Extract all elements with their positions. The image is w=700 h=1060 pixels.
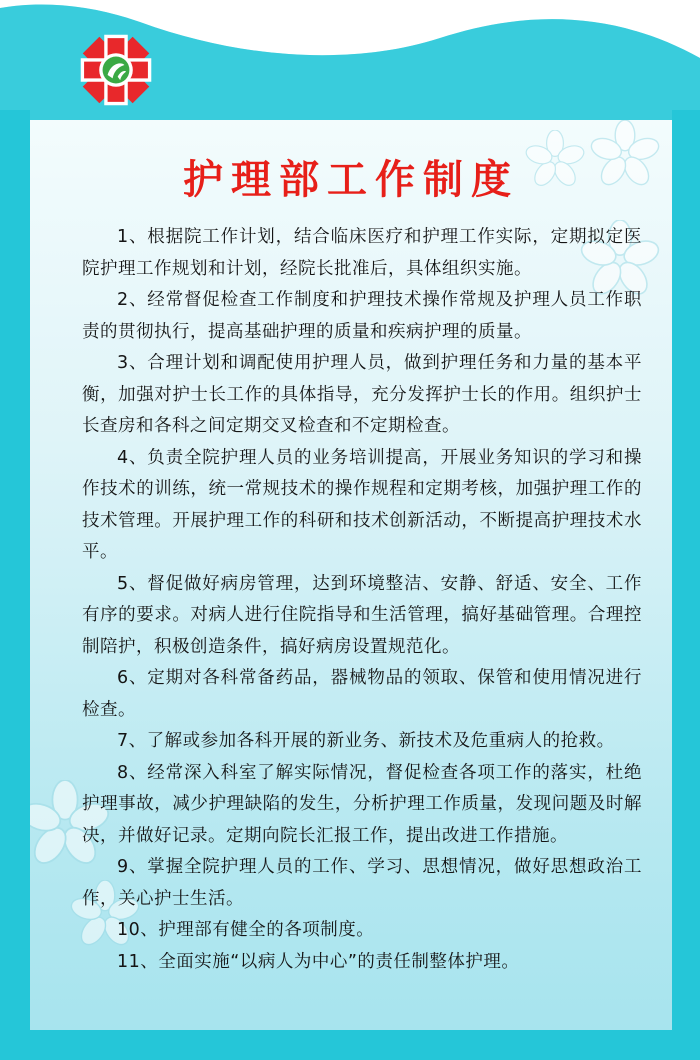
rule-item: 7、了解或参加各科开展的新业务、新技术及危重病人的抢救。 [117,731,615,751]
rule-item: 10、护理部有健全的各项制度。 [117,920,375,940]
rule-item: 11、全面实施“以病人为中心”的责任制整体护理。 [117,951,520,972]
rule-item: 1、根据院工作计划，结合临床医疗和护理工作实际，定期拟定医院护理工作规划和计划，经院长批准后，具体组织实施。 [82,227,642,279]
rule-item: 9、掌握全院护理人员的工作、学习、思想情况，做好思想政治工作，关心护士生活。 [82,857,642,909]
rule-item: 8、经常深入科室了解实际情况，督促检查各项工作的落实，杜绝护理事故，减少护理缺陷的发生，分析护理工作质量，发现问题及时解决，并做好记录。定期向院长汇报工作，提出改进工作措施。 [82,762,642,846]
medical-cross-logo [74,28,158,112]
frame-right [672,110,700,1060]
rules-list [82,222,642,978]
rule-item: 3、合理计划和调配使用护理人员，做到护理任务和力量的基本平衡，加强对护士长工作的具体指导，充分发挥护士长的作用。组织护士长查房和各科之间定期交叉检查和不定期检查。 [82,353,642,436]
frame-left [0,110,30,1060]
rule-item: 6、定期对各科常备药品，器械物品的领取、保管和使用情况进行检查。 [82,668,642,720]
rule-item: 5、督促做好病房管理，达到环境整洁、安静、舒适、安全、工作有序的要求。对病人进行住院指导和生活管理，搞好基础管理。合理控制陪护，积极创造条件，搞好病房设置规范化。 [82,573,642,657]
rule-item: 4、负责全院护理人员的业务培训提高，开展业务知识的学习和操作技术的训练，统一常规技术的操作规程和定期考核，加强护理工作的技术管理。开展护理工作的科研和技术创新活动，不断提高护理技术水平。 [82,447,642,562]
frame-bottom [0,1030,700,1060]
page-title: 护理部工作制度 [183,157,519,203]
rule-item: 2、经常督促检查工作制度和护理技术操作常规及护理人员工作职责的贯彻执行，提高基础护理的质量和疾病护理的质量。 [82,290,642,342]
